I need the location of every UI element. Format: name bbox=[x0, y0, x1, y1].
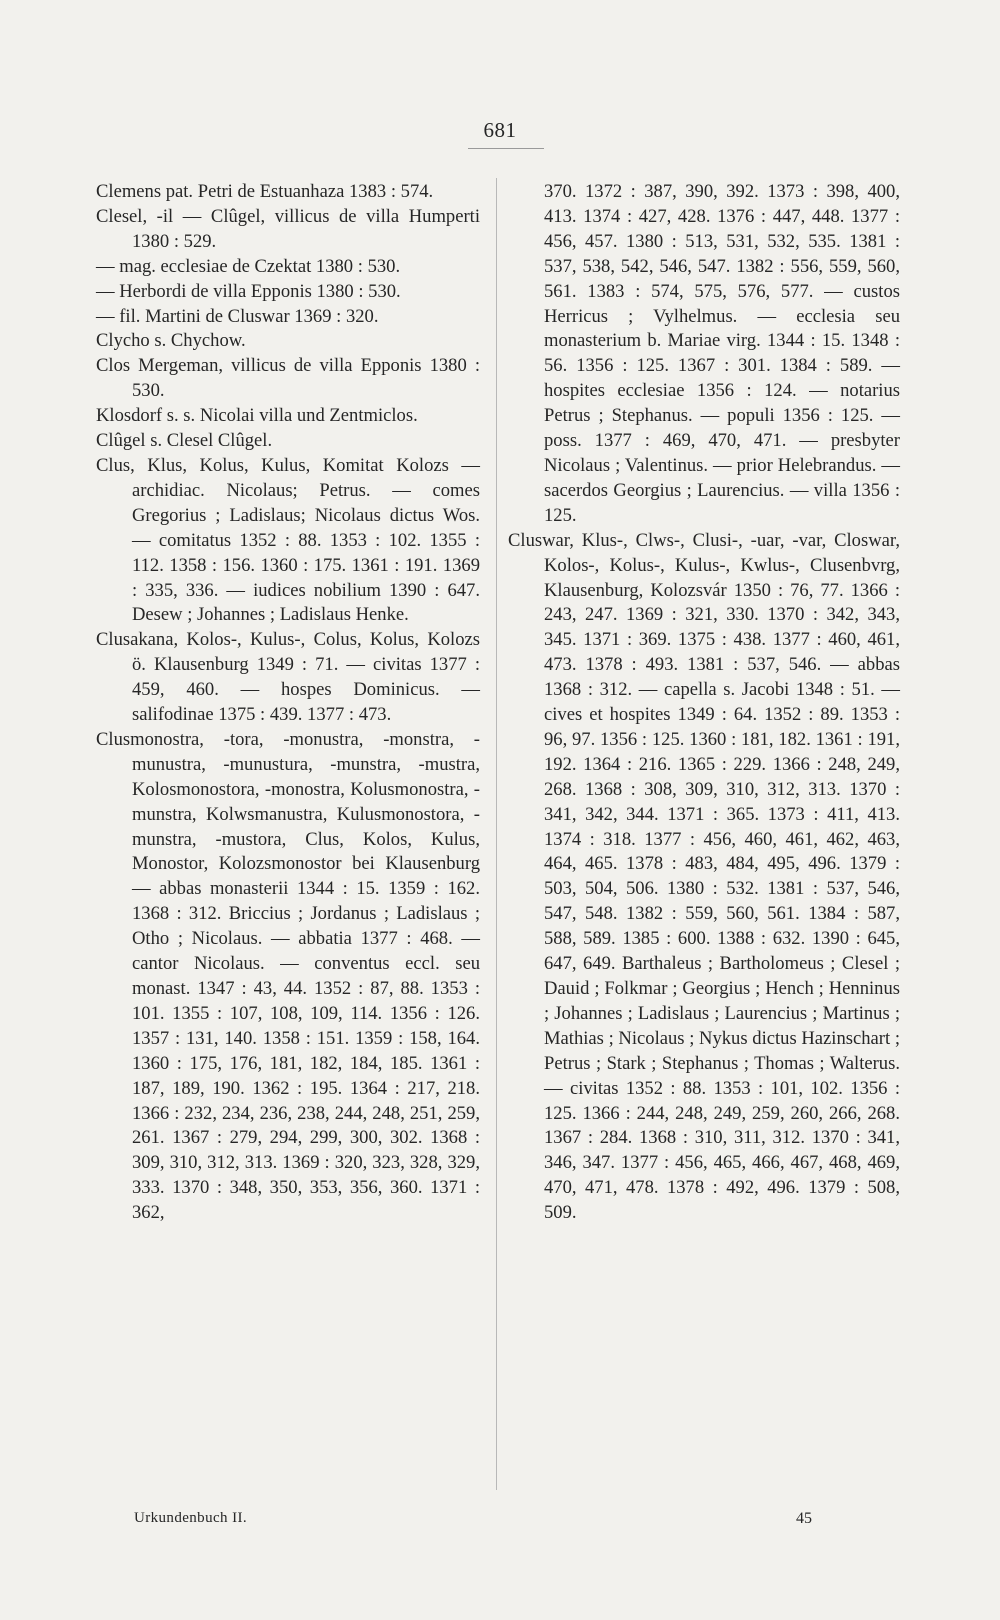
index-entry: — mag. ecclesiae de Czektat 1380 : 530. bbox=[96, 255, 401, 277]
index-entry: Clûgel s. Clesel Clûgel. bbox=[96, 430, 273, 452]
index-entry: Klosdorf s. s. Nicolai villa und Zentmiclos. bbox=[96, 405, 418, 427]
column-divider bbox=[496, 178, 497, 1490]
index-entry-continuation: 370. 1372 : 387, 390, 392. 1373 : 398, 400, 413. 1374 : 427, 428. 1376 : 447, 448. 1377 : 456, 457. 1380 : 513, 531, 532, 535. 1381 : 537, 538, 542, 546, 547. 1382 : 556, 559, 560, 561. 1383 : 574, 575, 576, 577. — custos Herricus ; Vylhelmus. — ecclesia seu monasterium b. Mariae virg. 1344 : 15. 1348 : 56. 1356 : 125. 1367 : 301. 1384 : 589. — hospites ecclesiae 1356 : 124. — notarius Petrus ; Stephanus. — populi 1356 : 125. — poss. 1377 : 469, 470, 471. — presbyter Nicolaus ; Valentinus. — prior Helebrandus. — sacerdos Georgius ; Laurencius. — villa 1356 : 125. bbox=[544, 181, 900, 526]
index-entry: Clus, Klus, Kolus, Kulus, Komitat Kolozs — archidiac. Nicolaus; Petrus. — comes Gregorius ; Ladislaus; Nicolaus dictus Wos. — comitatus 1352 : 88. 1353 : 102. 1355 : 112. 1358 : 156. 1360 : 175. 1361 : 191. 1369 : 335, 336. — iudices nobilium 1390 : 647. Desew ; Johannes ; Ladislaus Henke. bbox=[96, 454, 480, 626]
index-entry: Clesel, -il — Clûgel, villicus de villa Humperti 1380 : 529. bbox=[96, 205, 480, 252]
left-column bbox=[96, 180, 480, 1226]
footer-sheet-number: 45 bbox=[796, 1510, 812, 1527]
index-entry: Cluswar, Klus-, Clws-, Clusi-, -uar, -var, Closwar, Kolos-, Kolus-, Kulus-, Kwlus-, Clusenbvrg, Klausenburg, Kolozsvár 1350 : 76, 77. 1366 : 243, 247. 1369 : 321, 330. 1370 : 342, 343, 345. 1371 : 369. 1375 : 438. 1377 : 460, 461, 473. 1378 : 493. 1381 : 537, 546. — abbas 1368 : 312. — capella s. Jacobi 1348 : 51. — cives et hospites 1349 : 64. 1352 : 89. 1353 : 96, 97. 1356 : 125. 1360 : 181, 182. 1361 : 191, 192. 1364 : 216. 1365 : 229. 1366 : 248, 249, 268. 1368 : 308, 309, 310, 312, 313. 1370 : 341, 342, 344. 1371 : 365. 1373 : 411, 413. 1374 : 318. 1377 : 456, 460, 461, 462, 463, 464, 465. 1378 : 483, 484, 495, 496. 1379 : 503, 504, 506. 1380 : 532. 1381 : 537, 546, 547, 548. 1382 : 559, 560, 561. 1384 : 587, 588, 589. 1385 : 600. 1388 : 632. 1390 : 645, 647, 649. Barthaleus ; Bartholomeus ; Clesel ; Dauid ; Folkmar ; Georgius ; Hench ; Henninus ; Johannes ; Ladislaus ; Laurencius ; Martinus ; Mathias ; Nicolaus ; Nykus dictus Hazinschart ; Petrus ; Stark ; Stephanus ; Thomas ; Walterus. — civitas 1352 : 88. 1353 : 101, 102. 1356 : 125. 1366 : 244, 248, 249, 259, 260, 266, 268. 1367 : 284. 1368 : 310, 311, 312. 1370 : 341, 346, 347. 1377 : 456, 465, 466, 467, 468, 469, 470, 471, 478. 1378 : 492, 496. 1379 : 508, 509. bbox=[508, 529, 900, 1224]
header-rule bbox=[468, 148, 544, 149]
right-column bbox=[508, 180, 900, 1226]
index-entry: — Herbordi de villa Epponis 1380 : 530. bbox=[96, 280, 401, 302]
index-entry: — fil. Martini de Cluswar 1369 : 320. bbox=[96, 305, 379, 327]
index-entry: Clusmonostra, -tora, -monustra, -monstra, -munustra, -munustura, -munstra, -mustra, Kolosmonostora, -monostra, Kolusmonostra, -munstra, Kolwsmanustra, Kulusmonostora, -munstra, -mustora, Clus, Kolos, Kulus, Monostor, Kolozsmonostor bei Klausenburg — abbas monasterii 1344 : 15. 1359 : 162. 1368 : 312. Briccius ; Jordanus ; Ladislaus ; Otho ; Nicolaus. — abbatia 1377 : 468. — cantor Nicolaus. — conventus eccl. seu monast. 1347 : 43, 44. 1352 : 87, 88. 1353 : 101. 1355 : 107, 108, 109, 114. 1356 : 126. 1357 : 131, 140. 1358 : 151. 1359 : 158, 164. 1360 : 175, 176, 181, 182, 184, 185. 1361 : 187, 189, 190. 1362 : 195. 1364 : 217, 218. 1366 : 232, 234, 236, 238, 244, 248, 251, 259, 261. 1367 : 279, 294, 299, 300, 302. 1368 : 309, 310, 312, 313. 1369 : 320, 323, 328, 329, 333. 1370 : 348, 350, 353, 356, 360. 1371 : 362, bbox=[96, 728, 480, 1224]
index-entry: Clusakana, Kolos-, Kulus-, Colus, Kolus, Kolozs ö. Klausenburg 1349 : 71. — civitas 1377 : 459, 460. — hospes Dominicus. — salifodinae 1375 : 439. 1377 : 473. bbox=[96, 629, 480, 726]
page-number: 681 bbox=[483, 118, 517, 142]
index-entry: Clemens pat. Petri de Estuanhaza 1383 : 574. bbox=[96, 181, 434, 202]
footer-signature: Urkundenbuch II. bbox=[134, 1510, 248, 1526]
index-entry: Clycho s. Chychow. bbox=[96, 330, 246, 352]
index-entry: Clos Mergeman, villicus de villa Epponis 1380 : 530. bbox=[96, 355, 480, 402]
